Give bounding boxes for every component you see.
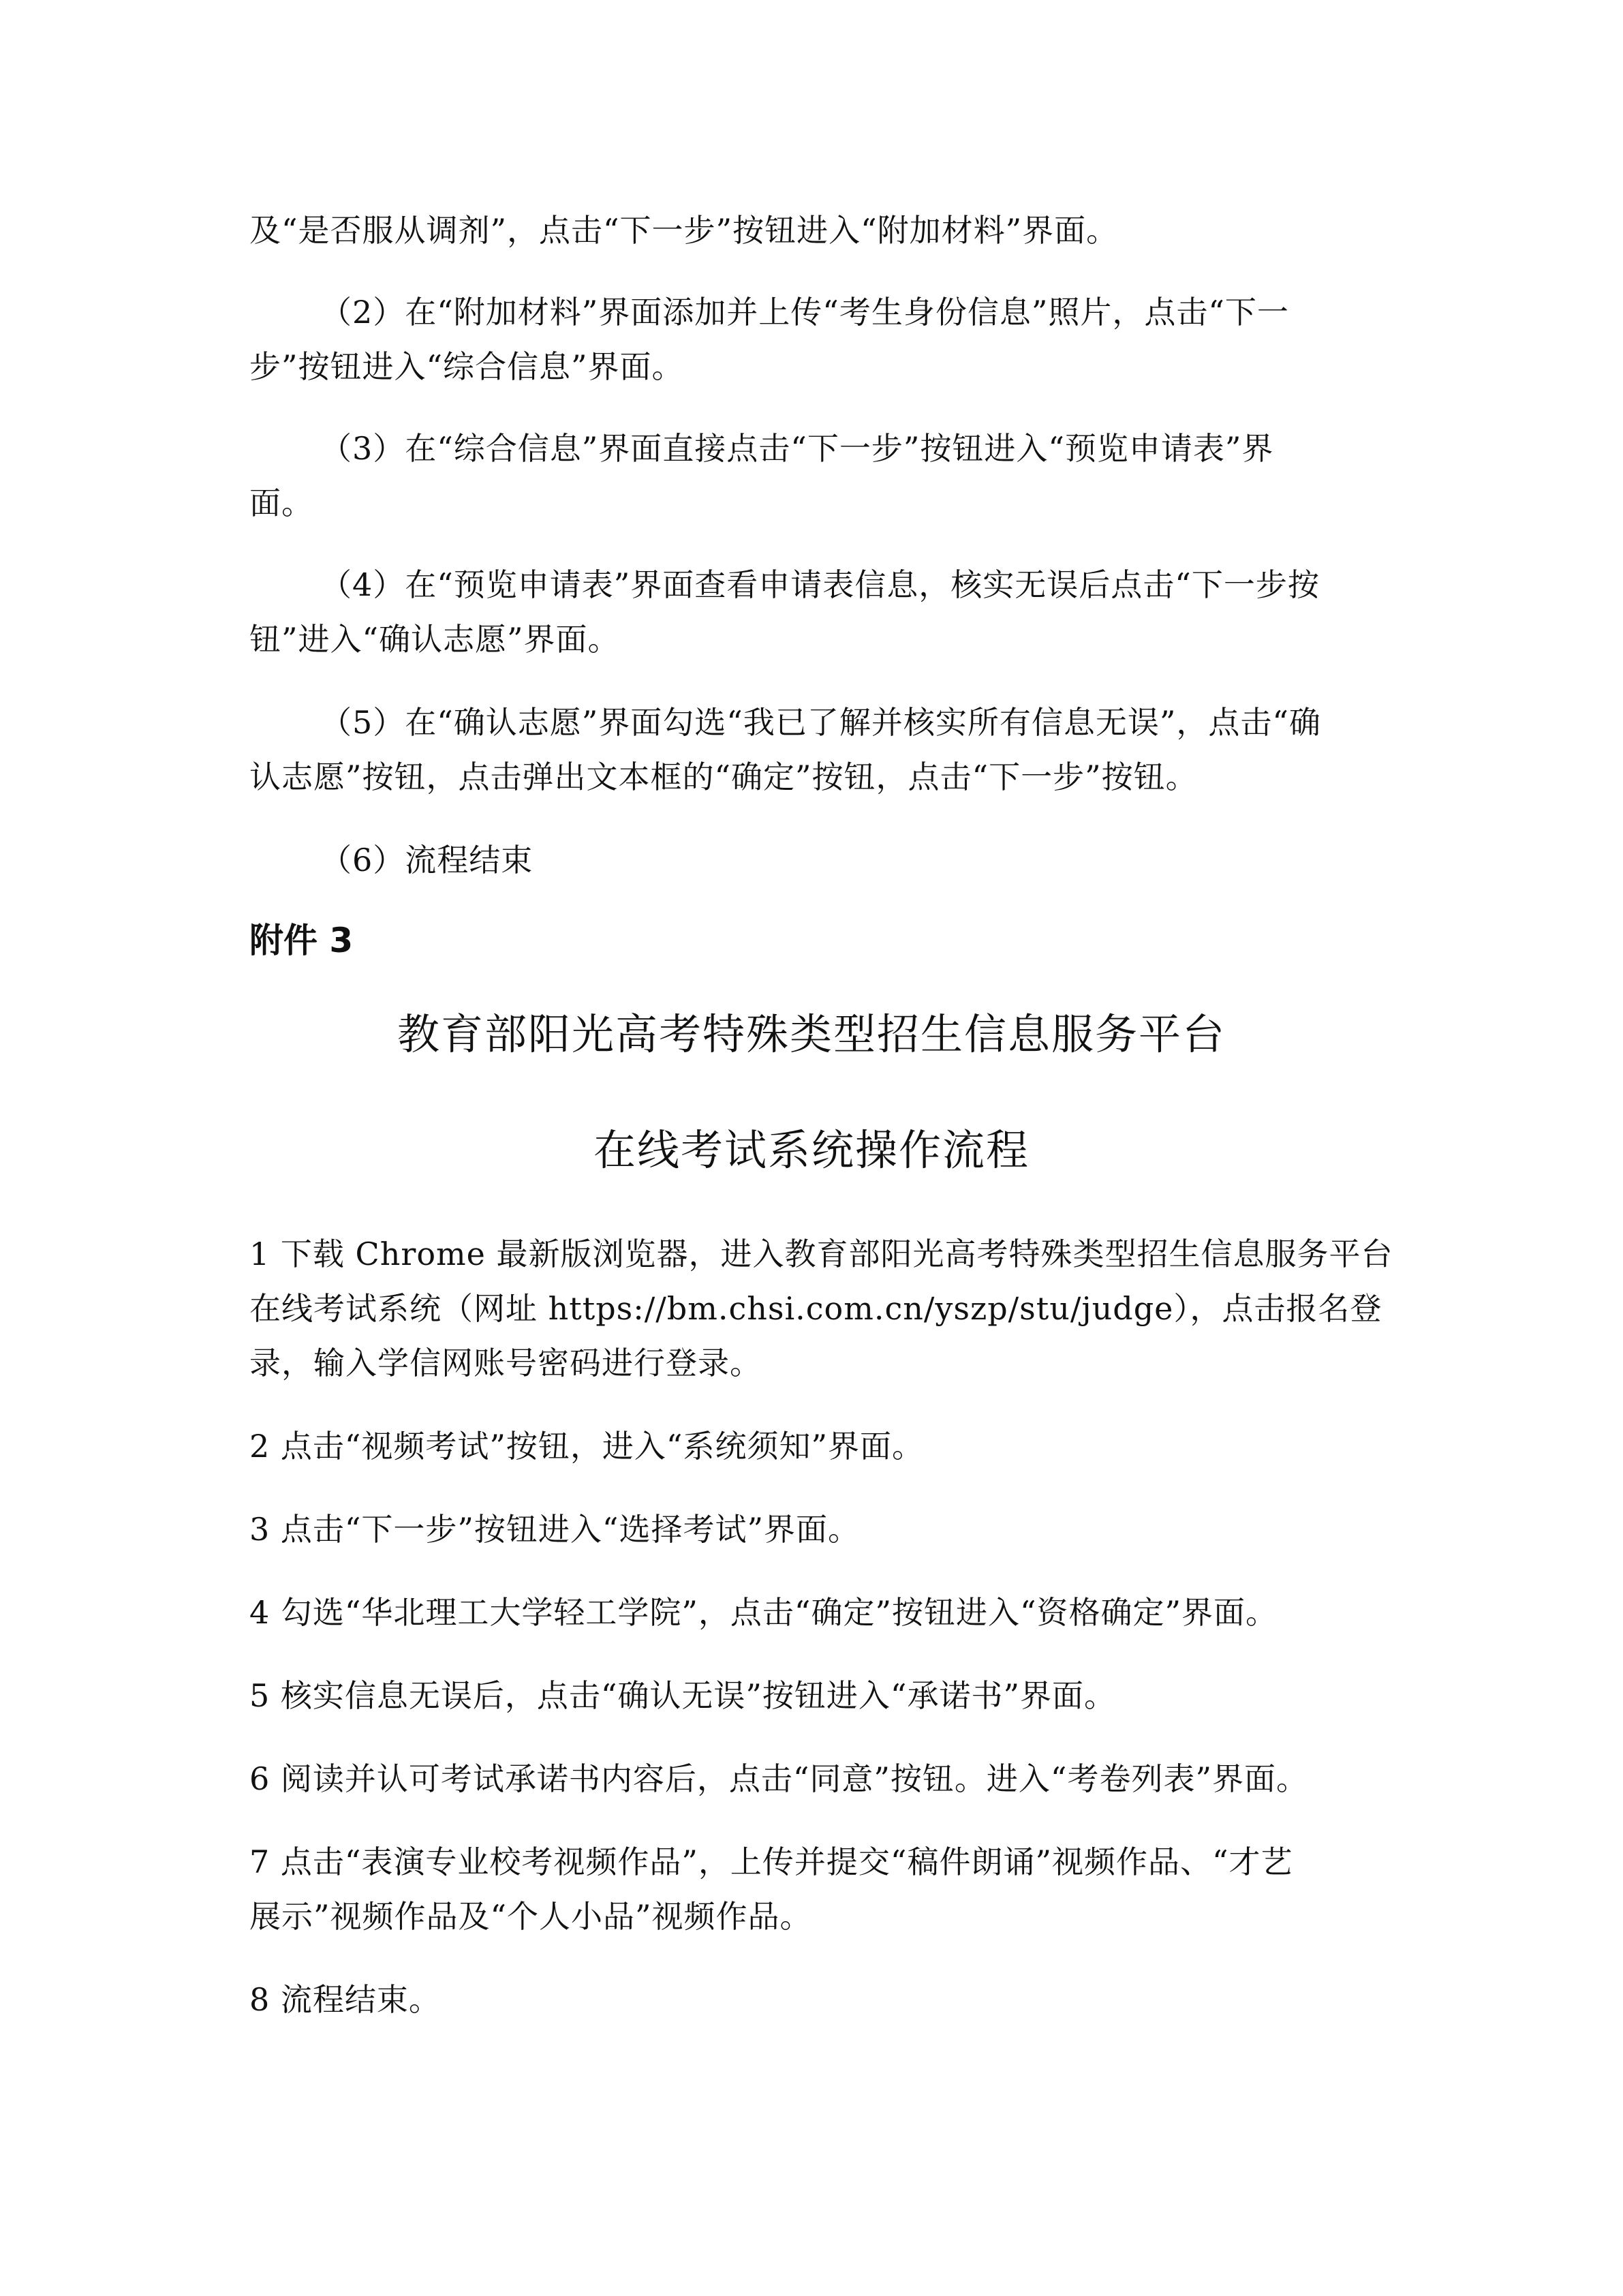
paragraph-line: 认志愿”按钮，点击弹出文本框的“确定”按钮，点击“下一步”按钮。 [249,759,1198,795]
paragraph-line: 钮”进入“确认志愿”界面。 [249,621,620,658]
step-line: 1 下载 Chrome 最新版浏览器，进入教育部阳光高考特殊类型招生信息服务平台 [249,1236,1393,1272]
attachment-heading: 附件 3 [249,921,354,960]
paragraph-line: （3）在“综合信息”界面直接点击“下一步”按钮进入“预览申请表”界 [320,430,1274,467]
paragraph-line: 步”按钮进入“综合信息”界面。 [249,348,684,385]
step-line: 5 核实信息无误后，点击“确认无误”按钮进入“承诺书”界面。 [249,1677,1116,1714]
step-line: 2 点击“视频考试”按钮，进入“系统须知”界面。 [249,1428,924,1465]
paragraph-line: （6）流程结束 [320,842,534,878]
step-line: 录，输入学信网账号密码进行登录。 [249,1345,762,1381]
step-line: 展示”视频作品及“个人小品”视频作品。 [249,1898,812,1935]
page-subtitle: 在线考试系统操作流程 [593,1125,1030,1175]
paragraph-line: （5）在“确认志愿”界面勾选“我已了解并核实所有信息无误”，点击“确 [320,704,1321,741]
paragraph-line: （2）在“附加材料”界面添加并上传“考生身份信息”照片，点击“下一 [320,294,1289,331]
step-line: 4 勾选“华北理工大学轻工学院”，点击“确定”按钮进入“资格确定”界面。 [249,1594,1278,1631]
paragraph-line: 面。 [249,485,313,521]
step-line: 7 点击“表演专业校考视频作品”，上传并提交“稿件朗诵”视频作品、“才艺 [249,1843,1293,1880]
paragraph-line: 及“是否服从调剂”，点击“下一步”按钮进入“附加材料”界面。 [249,212,1119,249]
page-title: 教育部阳光高考特殊类型招生信息服务平台 [397,1009,1226,1059]
step-line: 8 流程结束。 [249,1981,441,2018]
step-line: 在线考试系统（网址 https://bm.chsi.com.cn/yszp/stu/judge），点击报名登 [249,1290,1382,1327]
step-line: 3 点击“下一步”按钮进入“选择考试”界面。 [249,1511,860,1548]
paragraph-line: （4）在“预览申请表”界面查看申请表信息，核实无误后点击“下一步按 [320,566,1320,603]
step-line: 6 阅读并认可考试承诺书内容后，点击“同意”按钮。进入“考卷列表”界面。 [249,1760,1308,1797]
